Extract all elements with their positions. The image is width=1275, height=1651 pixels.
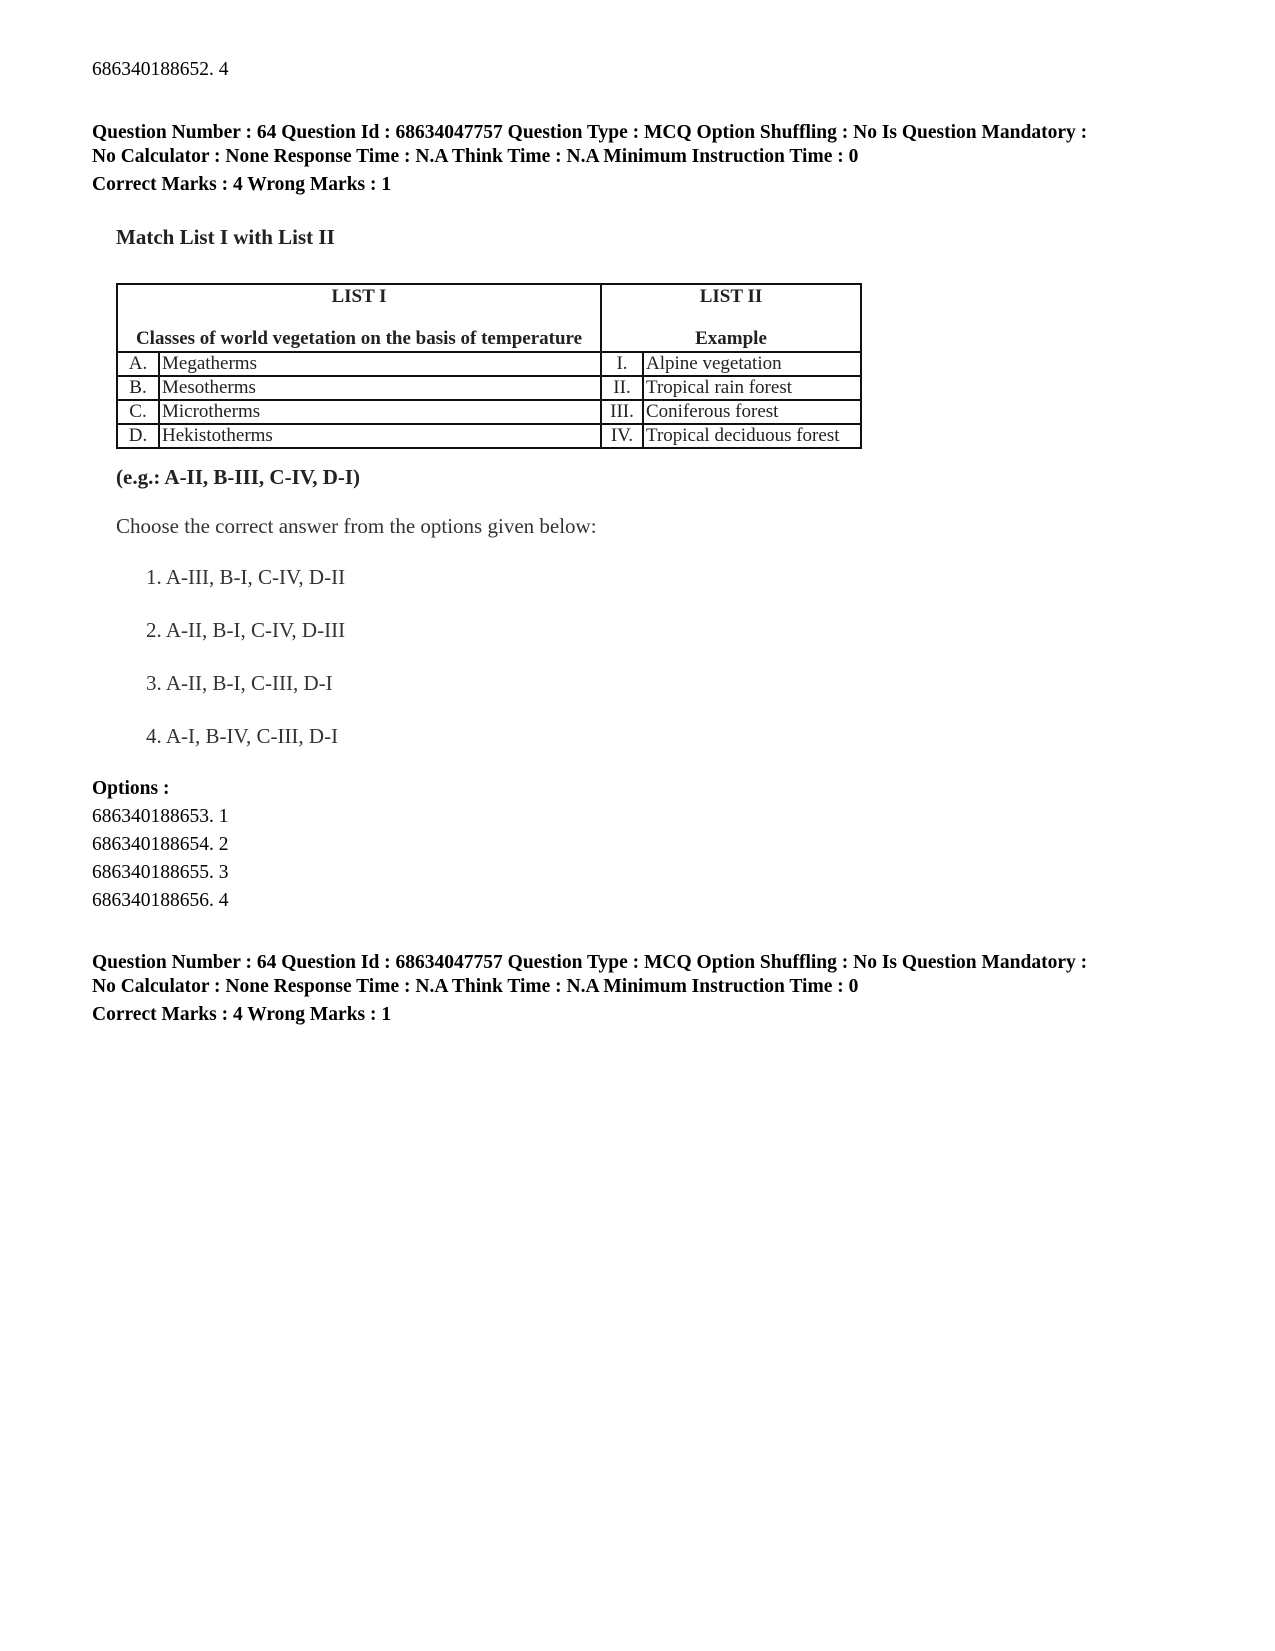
row-letter: C. <box>117 400 159 424</box>
option-item: 686340188655. 3 <box>92 862 229 883</box>
list1-subheader: Classes of world vegetation on the basis of temperature <box>135 328 583 349</box>
next-question-marks: Correct Marks : 4 Wrong Marks : 1 <box>92 1004 392 1025</box>
option-item: 686340188654. 2 <box>92 834 229 855</box>
next-question-header-line2: No Calculator : None Response Time : N.A Think Time : N.A Minimum Instruction Time : 0 <box>92 976 859 997</box>
row-letter: B. <box>117 376 159 400</box>
list1-header-cell <box>117 284 601 352</box>
row-numeral: I. <box>601 352 643 376</box>
choice-item: 1. A-III, B-I, C-IV, D-II <box>146 565 346 589</box>
choice-item: 3. A-II, B-I, C-III, D-I <box>146 671 333 695</box>
option-item: 686340188653. 1 <box>92 806 229 827</box>
question-header-line2: No Calculator : None Response Time : N.A Think Time : N.A Minimum Instruction Time : 0 <box>92 146 859 167</box>
options-label: Options : <box>92 778 170 799</box>
question-header-line1: Question Number : 64 Question Id : 68634047757 Question Type : MCQ Option Shuffling : No Is Question Mandatory : <box>92 122 1088 143</box>
choice-item: 2. A-II, B-I, C-IV, D-III <box>146 618 346 642</box>
table-row <box>117 376 861 400</box>
next-question-header-line1: Question Number : 64 Question Id : 68634047757 Question Type : MCQ Option Shuffling : No Is Question Mandatory : <box>92 952 1088 973</box>
example-note: (e.g.: A-II, B-III, C-IV, D-I) <box>116 465 361 489</box>
list1-header: LIST I <box>331 286 387 307</box>
table-row <box>117 352 861 376</box>
row-class: Megatherms <box>159 352 601 376</box>
question-image <box>116 225 896 785</box>
row-example: Tropical deciduous forest <box>643 424 861 448</box>
table-row <box>117 400 861 424</box>
question-title: Match List I with List II <box>116 225 335 249</box>
match-table-header-row <box>117 284 861 352</box>
previous-option-line: 686340188652. 4 <box>92 59 229 80</box>
table-row <box>117 424 861 448</box>
choice-item: 4. A-I, B-IV, C-III, D-I <box>146 724 339 748</box>
row-numeral: IV. <box>601 424 643 448</box>
row-numeral: II. <box>601 376 643 400</box>
question-header <box>92 121 1212 197</box>
instruction-text: Choose the correct answer from the options given below: <box>116 514 597 538</box>
list2-subheader: Example <box>695 328 767 349</box>
row-numeral: III. <box>601 400 643 424</box>
question-marks: Correct Marks : 4 Wrong Marks : 1 <box>92 174 392 195</box>
row-class: Mesotherms <box>159 376 601 400</box>
row-example: Alpine vegetation <box>643 352 861 376</box>
list2-header-cell <box>601 284 861 352</box>
row-class: Microtherms <box>159 400 601 424</box>
match-table <box>116 283 862 449</box>
row-letter: A. <box>117 352 159 376</box>
list2-header: LIST II <box>699 286 763 307</box>
option-item: 686340188656. 4 <box>92 890 229 911</box>
row-example: Tropical rain forest <box>643 376 861 400</box>
row-letter: D. <box>117 424 159 448</box>
row-class: Hekistotherms <box>159 424 601 448</box>
next-question-header <box>92 951 1212 1027</box>
row-example: Coniferous forest <box>643 400 861 424</box>
